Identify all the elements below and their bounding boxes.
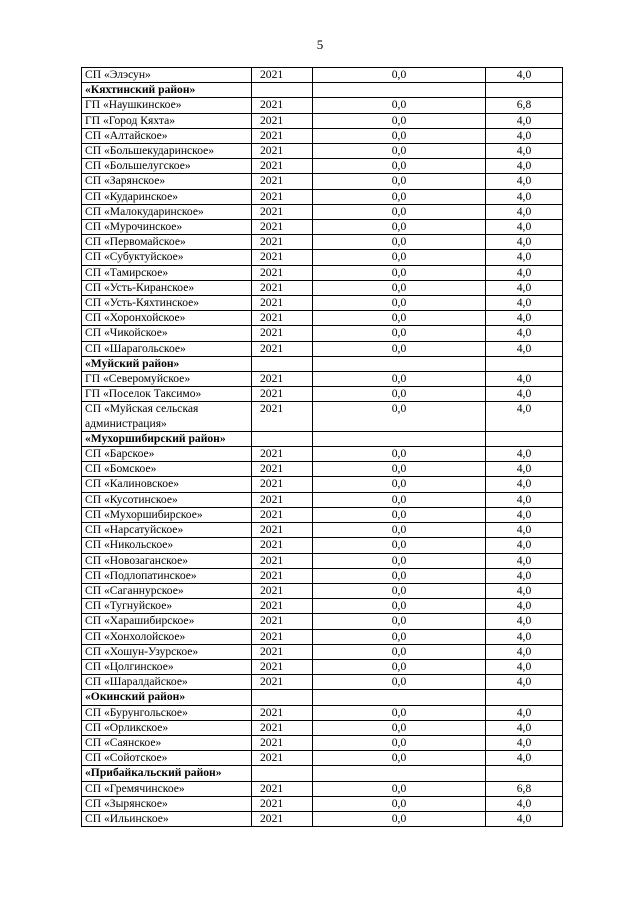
year-cell: 2021 bbox=[252, 447, 313, 462]
table-row bbox=[82, 159, 563, 174]
value-2-cell: 6,8 bbox=[486, 781, 563, 796]
year-cell: 2021 bbox=[252, 387, 313, 402]
year-cell: 2021 bbox=[252, 538, 313, 553]
section-header-row bbox=[82, 690, 563, 705]
value-1-cell: 0,0 bbox=[313, 811, 486, 826]
settlement-name-cell: СП «Усть-Киранское» bbox=[82, 280, 252, 295]
value-1-cell: 0,0 bbox=[313, 296, 486, 311]
value-1-cell: 0,0 bbox=[313, 250, 486, 265]
year-cell: 2021 bbox=[252, 492, 313, 507]
year-cell: 2021 bbox=[252, 128, 313, 143]
value-1-cell: 0,0 bbox=[313, 492, 486, 507]
year-cell: 2021 bbox=[252, 507, 313, 522]
value-2-cell: 4,0 bbox=[486, 599, 563, 614]
value-2-cell: 4,0 bbox=[486, 159, 563, 174]
table-row bbox=[82, 523, 563, 538]
value-2-cell: 4,0 bbox=[486, 204, 563, 219]
value-1-cell: 0,0 bbox=[313, 113, 486, 128]
value-2-cell: 4,0 bbox=[486, 583, 563, 598]
value-2-cell: 4,0 bbox=[486, 341, 563, 356]
table-row bbox=[82, 583, 563, 598]
value-2-cell: 4,0 bbox=[486, 372, 563, 387]
table-row bbox=[82, 265, 563, 280]
value-1-cell: 0,0 bbox=[313, 720, 486, 735]
table-row bbox=[82, 296, 563, 311]
value-2-cell: 4,0 bbox=[486, 174, 563, 189]
value-2-cell: 4,0 bbox=[486, 720, 563, 735]
value-2-cell: 4,0 bbox=[486, 507, 563, 522]
settlement-name-cell: СП «Шарагольское» bbox=[82, 341, 252, 356]
settlement-name-cell: СП «Подлопатинское» bbox=[82, 568, 252, 583]
table-row bbox=[82, 507, 563, 522]
value-2-cell: 4,0 bbox=[486, 220, 563, 235]
year-cell bbox=[252, 431, 313, 446]
value-1-cell: 0,0 bbox=[313, 462, 486, 477]
settlement-name-cell: СП «Саганнурское» bbox=[82, 583, 252, 598]
value-2-cell: 4,0 bbox=[486, 675, 563, 690]
value-2-cell: 4,0 bbox=[486, 523, 563, 538]
table-row bbox=[82, 599, 563, 614]
table-row bbox=[82, 250, 563, 265]
year-cell bbox=[252, 83, 313, 98]
value-1-cell: 0,0 bbox=[313, 796, 486, 811]
value-2-cell bbox=[486, 431, 563, 446]
value-1-cell bbox=[313, 83, 486, 98]
year-cell: 2021 bbox=[252, 583, 313, 598]
year-cell: 2021 bbox=[252, 614, 313, 629]
value-1-cell: 0,0 bbox=[313, 387, 486, 402]
table-row bbox=[82, 614, 563, 629]
year-cell: 2021 bbox=[252, 204, 313, 219]
table-row bbox=[82, 326, 563, 341]
settlement-name-cell: СП «Кударинское» bbox=[82, 189, 252, 204]
year-cell: 2021 bbox=[252, 781, 313, 796]
settlement-name-cell: СП «Тугнуйское» bbox=[82, 599, 252, 614]
value-1-cell: 0,0 bbox=[313, 751, 486, 766]
settlement-name-cell: СП «Никольское» bbox=[82, 538, 252, 553]
value-2-cell: 4,0 bbox=[486, 326, 563, 341]
table-row bbox=[82, 811, 563, 826]
settlement-name-cell: СП «Усть-Кяхтинское» bbox=[82, 296, 252, 311]
table-row bbox=[82, 629, 563, 644]
year-cell: 2021 bbox=[252, 113, 313, 128]
value-1-cell: 0,0 bbox=[313, 477, 486, 492]
district-name-cell: «Мухоршибирский район» bbox=[82, 431, 252, 446]
page-number: 5 bbox=[316, 37, 324, 52]
table-row bbox=[82, 705, 563, 720]
value-2-cell bbox=[486, 83, 563, 98]
table-body bbox=[82, 68, 563, 827]
table-row bbox=[82, 751, 563, 766]
value-1-cell: 0,0 bbox=[313, 372, 486, 387]
table-row bbox=[82, 204, 563, 219]
year-cell: 2021 bbox=[252, 189, 313, 204]
year-cell: 2021 bbox=[252, 372, 313, 387]
section-header-row bbox=[82, 356, 563, 371]
value-1-cell: 0,0 bbox=[313, 265, 486, 280]
settlement-name-cell: СП «Большекударинское» bbox=[82, 144, 252, 159]
settlement-name-cell: СП «Хошун-Узурское» bbox=[82, 644, 252, 659]
section-header-row bbox=[82, 431, 563, 446]
table-row bbox=[82, 235, 563, 250]
value-2-cell bbox=[486, 356, 563, 371]
year-cell: 2021 bbox=[252, 720, 313, 735]
year-cell: 2021 bbox=[252, 477, 313, 492]
value-1-cell: 0,0 bbox=[313, 402, 486, 431]
year-cell: 2021 bbox=[252, 68, 313, 83]
value-2-cell: 4,0 bbox=[486, 387, 563, 402]
year-cell: 2021 bbox=[252, 220, 313, 235]
value-2-cell: 4,0 bbox=[486, 462, 563, 477]
settlement-name-cell: ГП «Северомуйское» bbox=[82, 372, 252, 387]
value-1-cell: 0,0 bbox=[313, 583, 486, 598]
settlement-name-cell: СП «Первомайское» bbox=[82, 235, 252, 250]
settlement-name-cell: СП «Шаралдайское» bbox=[82, 675, 252, 690]
table-row bbox=[82, 796, 563, 811]
value-1-cell: 0,0 bbox=[313, 280, 486, 295]
value-1-cell: 0,0 bbox=[313, 128, 486, 143]
value-2-cell: 4,0 bbox=[486, 235, 563, 250]
settlement-name-cell: СП «Бурунгольское» bbox=[82, 705, 252, 720]
district-name-cell: «Муйский район» bbox=[82, 356, 252, 371]
value-1-cell: 0,0 bbox=[313, 507, 486, 522]
value-2-cell: 4,0 bbox=[486, 113, 563, 128]
district-name-cell: «Окинский район» bbox=[82, 690, 252, 705]
year-cell: 2021 bbox=[252, 796, 313, 811]
district-name-cell: «Кяхтинский район» bbox=[82, 83, 252, 98]
year-cell: 2021 bbox=[252, 311, 313, 326]
settlement-name-cell: СП «Саянское» bbox=[82, 735, 252, 750]
value-1-cell: 0,0 bbox=[313, 220, 486, 235]
table-row bbox=[82, 538, 563, 553]
settlement-name-cell: СП «Цолгинское» bbox=[82, 659, 252, 674]
value-2-cell: 4,0 bbox=[486, 796, 563, 811]
settlement-name-cell: СП «Бомское» bbox=[82, 462, 252, 477]
settlement-name-cell: СП «Элэсун» bbox=[82, 68, 252, 83]
settlement-name-cell: СП «Ильинское» bbox=[82, 811, 252, 826]
settlement-name-cell: СП «Сойотское» bbox=[82, 751, 252, 766]
table-row bbox=[82, 280, 563, 295]
value-1-cell: 0,0 bbox=[313, 189, 486, 204]
table-row bbox=[82, 720, 563, 735]
table-row bbox=[82, 462, 563, 477]
value-2-cell: 4,0 bbox=[486, 614, 563, 629]
table-row bbox=[82, 568, 563, 583]
year-cell: 2021 bbox=[252, 296, 313, 311]
settlement-name-cell: СП «Зарянское» bbox=[82, 174, 252, 189]
settlement-name-cell: ГП «Наушкинское» bbox=[82, 98, 252, 113]
year-cell: 2021 bbox=[252, 568, 313, 583]
value-1-cell bbox=[313, 356, 486, 371]
value-1-cell: 0,0 bbox=[313, 144, 486, 159]
value-1-cell: 0,0 bbox=[313, 159, 486, 174]
section-header-row bbox=[82, 83, 563, 98]
value-2-cell: 4,0 bbox=[486, 735, 563, 750]
value-2-cell: 4,0 bbox=[486, 477, 563, 492]
table-row bbox=[82, 174, 563, 189]
table-row bbox=[82, 341, 563, 356]
settlement-name-cell: ГП «Город Кяхта» bbox=[82, 113, 252, 128]
value-2-cell: 4,0 bbox=[486, 128, 563, 143]
value-2-cell: 6,8 bbox=[486, 98, 563, 113]
settlement-name-cell: СП «Нарсатуйское» bbox=[82, 523, 252, 538]
value-1-cell: 0,0 bbox=[313, 68, 486, 83]
value-2-cell: 4,0 bbox=[486, 265, 563, 280]
value-1-cell: 0,0 bbox=[313, 538, 486, 553]
value-2-cell: 4,0 bbox=[486, 296, 563, 311]
table-row bbox=[82, 189, 563, 204]
value-1-cell: 0,0 bbox=[313, 447, 486, 462]
value-1-cell bbox=[313, 766, 486, 781]
value-2-cell: 4,0 bbox=[486, 644, 563, 659]
settlement-name-cell: СП «Большелугское» bbox=[82, 159, 252, 174]
value-1-cell bbox=[313, 690, 486, 705]
settlement-name-cell: СП «Барское» bbox=[82, 447, 252, 462]
year-cell: 2021 bbox=[252, 553, 313, 568]
year-cell: 2021 bbox=[252, 462, 313, 477]
data-table bbox=[81, 67, 563, 827]
value-1-cell: 0,0 bbox=[313, 705, 486, 720]
value-1-cell: 0,0 bbox=[313, 523, 486, 538]
year-cell: 2021 bbox=[252, 599, 313, 614]
table-row bbox=[82, 128, 563, 143]
settlement-name-cell: СП «Муйская сельская администрация» bbox=[82, 402, 252, 431]
year-cell: 2021 bbox=[252, 705, 313, 720]
value-1-cell: 0,0 bbox=[313, 174, 486, 189]
value-2-cell: 4,0 bbox=[486, 659, 563, 674]
settlement-name-cell: СП «Тамирское» bbox=[82, 265, 252, 280]
value-2-cell bbox=[486, 766, 563, 781]
settlement-name-cell: СП «Гремячинское» bbox=[82, 781, 252, 796]
value-1-cell: 0,0 bbox=[313, 614, 486, 629]
table-row bbox=[82, 447, 563, 462]
year-cell: 2021 bbox=[252, 811, 313, 826]
value-1-cell: 0,0 bbox=[313, 644, 486, 659]
value-2-cell: 4,0 bbox=[486, 751, 563, 766]
value-2-cell: 4,0 bbox=[486, 568, 563, 583]
settlement-name-cell: СП «Кусотинское» bbox=[82, 492, 252, 507]
value-1-cell: 0,0 bbox=[313, 629, 486, 644]
year-cell: 2021 bbox=[252, 144, 313, 159]
value-1-cell: 0,0 bbox=[313, 599, 486, 614]
value-2-cell: 4,0 bbox=[486, 311, 563, 326]
value-1-cell: 0,0 bbox=[313, 553, 486, 568]
year-cell bbox=[252, 766, 313, 781]
value-2-cell: 4,0 bbox=[486, 705, 563, 720]
settlement-name-cell: СП «Калиновское» bbox=[82, 477, 252, 492]
value-2-cell: 4,0 bbox=[486, 553, 563, 568]
value-2-cell: 4,0 bbox=[486, 811, 563, 826]
table-row bbox=[82, 675, 563, 690]
table-row bbox=[82, 144, 563, 159]
district-name-cell: «Прибайкальский район» bbox=[82, 766, 252, 781]
value-1-cell: 0,0 bbox=[313, 204, 486, 219]
value-2-cell: 4,0 bbox=[486, 492, 563, 507]
value-1-cell: 0,0 bbox=[313, 675, 486, 690]
table-row bbox=[82, 113, 563, 128]
year-cell: 2021 bbox=[252, 659, 313, 674]
value-2-cell: 4,0 bbox=[486, 144, 563, 159]
table-row bbox=[82, 477, 563, 492]
table-row bbox=[82, 659, 563, 674]
settlement-name-cell: СП «Мухоршибирское» bbox=[82, 507, 252, 522]
value-2-cell: 4,0 bbox=[486, 538, 563, 553]
value-2-cell: 4,0 bbox=[486, 402, 563, 431]
table-row bbox=[82, 220, 563, 235]
value-2-cell: 4,0 bbox=[486, 68, 563, 83]
settlement-name-cell: СП «Харашибирское» bbox=[82, 614, 252, 629]
table-row bbox=[82, 68, 563, 83]
value-1-cell: 0,0 bbox=[313, 568, 486, 583]
table-row bbox=[82, 402, 563, 431]
settlement-name-cell: СП «Хонхолойское» bbox=[82, 629, 252, 644]
settlement-name-cell: СП «Мурочинское» bbox=[82, 220, 252, 235]
year-cell: 2021 bbox=[252, 174, 313, 189]
value-2-cell: 4,0 bbox=[486, 250, 563, 265]
year-cell: 2021 bbox=[252, 98, 313, 113]
value-2-cell bbox=[486, 690, 563, 705]
value-1-cell: 0,0 bbox=[313, 98, 486, 113]
year-cell: 2021 bbox=[252, 735, 313, 750]
value-1-cell: 0,0 bbox=[313, 781, 486, 796]
year-cell bbox=[252, 356, 313, 371]
section-header-row bbox=[82, 766, 563, 781]
table-row bbox=[82, 735, 563, 750]
year-cell: 2021 bbox=[252, 250, 313, 265]
year-cell: 2021 bbox=[252, 675, 313, 690]
settlement-name-cell: СП «Алтайское» bbox=[82, 128, 252, 143]
settlement-name-cell: СП «Зырянское» bbox=[82, 796, 252, 811]
value-1-cell: 0,0 bbox=[313, 341, 486, 356]
year-cell: 2021 bbox=[252, 751, 313, 766]
table-row bbox=[82, 387, 563, 402]
table-row bbox=[82, 553, 563, 568]
year-cell bbox=[252, 690, 313, 705]
table-row bbox=[82, 98, 563, 113]
table-row bbox=[82, 372, 563, 387]
table-row bbox=[82, 644, 563, 659]
year-cell: 2021 bbox=[252, 402, 313, 431]
year-cell: 2021 bbox=[252, 280, 313, 295]
year-cell: 2021 bbox=[252, 629, 313, 644]
table-row bbox=[82, 781, 563, 796]
value-2-cell: 4,0 bbox=[486, 280, 563, 295]
year-cell: 2021 bbox=[252, 523, 313, 538]
value-1-cell: 0,0 bbox=[313, 659, 486, 674]
value-2-cell: 4,0 bbox=[486, 189, 563, 204]
year-cell: 2021 bbox=[252, 265, 313, 280]
value-1-cell: 0,0 bbox=[313, 235, 486, 250]
settlement-name-cell: СП «Орликское» bbox=[82, 720, 252, 735]
value-1-cell: 0,0 bbox=[313, 735, 486, 750]
value-1-cell: 0,0 bbox=[313, 326, 486, 341]
value-2-cell: 4,0 bbox=[486, 629, 563, 644]
year-cell: 2021 bbox=[252, 235, 313, 250]
settlement-name-cell: СП «Хоронхойское» bbox=[82, 311, 252, 326]
year-cell: 2021 bbox=[252, 644, 313, 659]
table-row bbox=[82, 492, 563, 507]
settlement-name-cell: СП «Субуктуйское» bbox=[82, 250, 252, 265]
value-1-cell bbox=[313, 431, 486, 446]
settlement-name-cell: СП «Чикойское» bbox=[82, 326, 252, 341]
table-row bbox=[82, 311, 563, 326]
settlement-name-cell: ГП «Поселок Таксимо» bbox=[82, 387, 252, 402]
year-cell: 2021 bbox=[252, 341, 313, 356]
value-2-cell: 4,0 bbox=[486, 447, 563, 462]
value-1-cell: 0,0 bbox=[313, 311, 486, 326]
settlement-name-cell: СП «Малокударинское» bbox=[82, 204, 252, 219]
year-cell: 2021 bbox=[252, 326, 313, 341]
settlement-name-cell: СП «Новозаганское» bbox=[82, 553, 252, 568]
year-cell: 2021 bbox=[252, 159, 313, 174]
